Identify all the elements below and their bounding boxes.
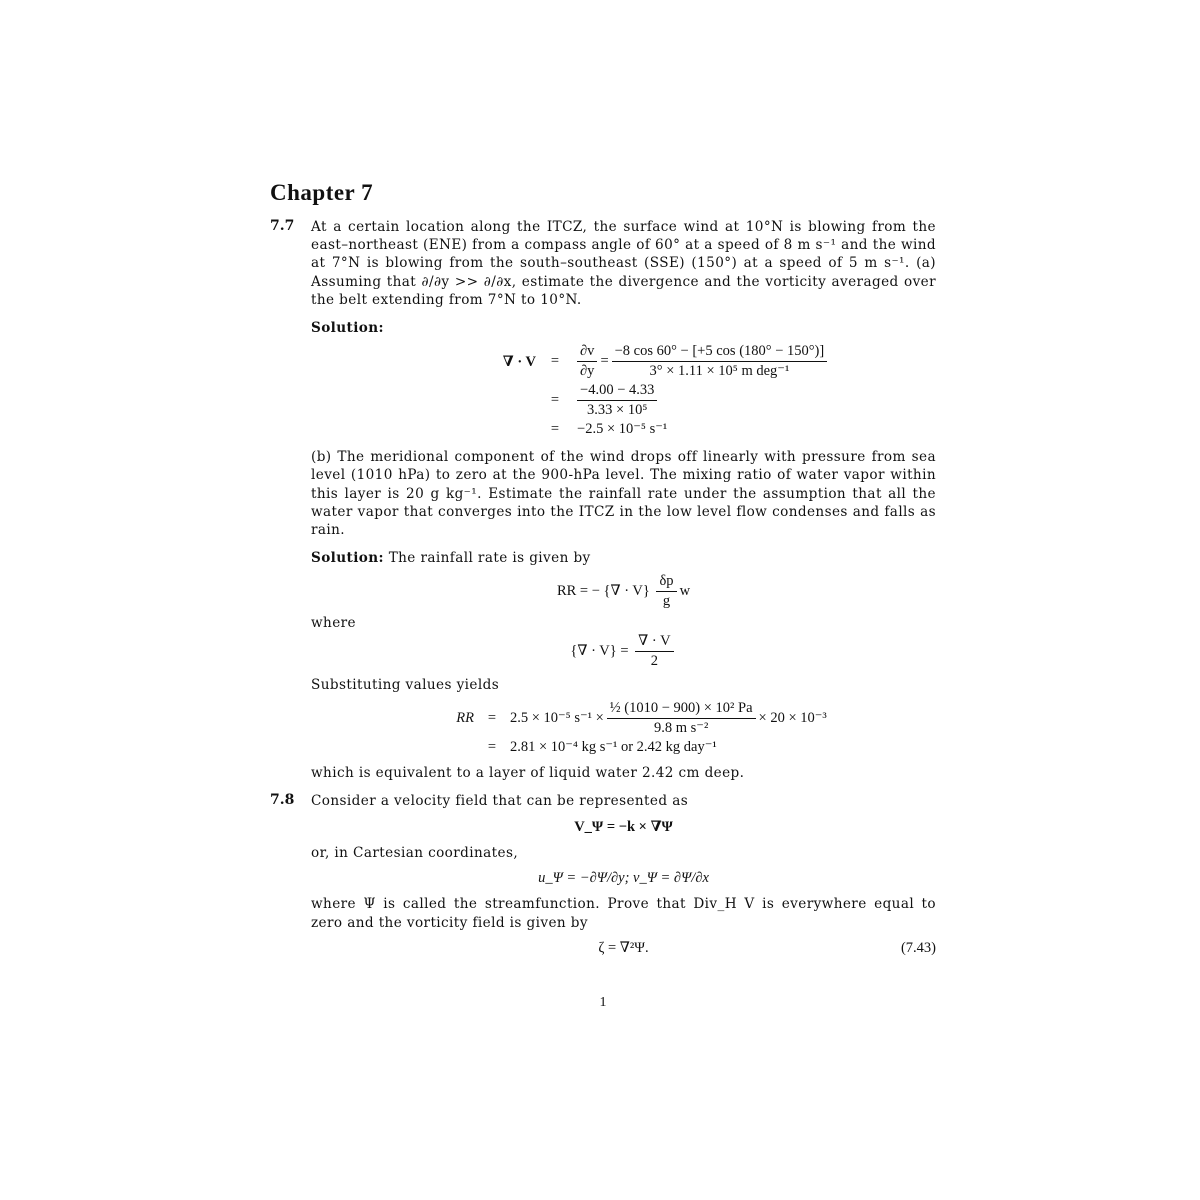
frac-num: −8 cos 60° − [+5 cos (180° − 150°)] — [612, 343, 828, 362]
eq-post: × 20 × 10⁻³ — [758, 709, 827, 726]
frac-num: ∇ · V — [635, 633, 673, 652]
problem-text-2: where Ψ is called the streamfunction. Prove that Div_H V is everywhere equal to zero and the vorticity field is given by — [311, 896, 936, 931]
frac-num: ∂v — [577, 343, 597, 362]
solution-label: Solution: — [311, 320, 384, 337]
eq-row-2: 2.81 × 10⁻⁴ kg s⁻¹ or 2.42 kg day⁻¹ — [509, 738, 717, 755]
eq-row-3: −2.5 × 10⁻⁵ s⁻¹ — [577, 421, 668, 438]
eq-rel: = — [550, 421, 560, 438]
eq-lhs: RR — [456, 709, 474, 726]
frac-num: ½ (1010 − 900) × 10² Pa — [607, 700, 756, 719]
eq-lhs: ∇ · V — [502, 353, 537, 370]
eq-tail: w — [679, 583, 691, 600]
problem-number: 7.8 — [270, 792, 295, 809]
eq-row-1 — [574, 343, 936, 380]
chapter-title: Chapter 7 — [270, 180, 374, 205]
where-text: where — [311, 615, 356, 632]
cartesian-equation: u_Ψ = −∂Ψ/∂y; v_Ψ = ∂Ψ/∂x — [538, 870, 709, 887]
document-page — [270, 180, 936, 1011]
solution-label: Solution: — [311, 550, 384, 567]
eq-row-2 — [574, 382, 936, 419]
cartesian-text: or, in Cartesian coordinates, — [311, 845, 519, 862]
eq-row-1 — [510, 700, 936, 737]
frac-den: 3.33 × 10⁵ — [587, 402, 648, 419]
frac-den: 2 — [650, 652, 658, 669]
substitution-equation — [347, 700, 936, 756]
frac-num: −4.00 − 4.33 — [577, 382, 657, 401]
frac-den: 9.8 m s⁻² — [654, 719, 709, 736]
rainfall-equation — [311, 573, 936, 610]
eq-lhs: {∇ · V} = — [570, 642, 629, 659]
partial-frac — [577, 343, 597, 380]
value-frac — [577, 382, 657, 419]
vorticity-equation — [311, 940, 936, 957]
frac-den: 3° × 1.11 × 10⁵ m deg⁻¹ — [649, 363, 790, 380]
eq-rel: = — [487, 738, 497, 755]
frac-den: ∂y — [580, 363, 595, 380]
eq-rel: = — [550, 392, 560, 409]
substituting-text: Substituting values yields — [311, 676, 500, 693]
frac-den: g — [662, 593, 671, 610]
problem-7-7 — [270, 218, 936, 782]
eq-pre: 2.5 × 10⁻⁵ s⁻¹ × — [509, 709, 604, 726]
eq-rel: = — [487, 709, 497, 726]
value-frac — [612, 343, 828, 380]
eq-body: ζ = ∇²Ψ. — [598, 939, 649, 956]
average-equation — [311, 633, 936, 670]
problem-7-8 — [270, 792, 936, 957]
frac-num: δp — [656, 573, 676, 592]
eq-rel: = — [550, 353, 560, 370]
solution-text: The rainfall rate is given by — [388, 550, 591, 567]
conclusion-text: which is equivalent to a layer of liquid water 2.42 cm deep. — [311, 764, 745, 781]
problem-text: At a certain location along the ITCZ, the surface wind at 10°N is blowing from the east–northeast (ENE) from a compass angle of 60° at a speed of 8 m s⁻¹ and the wind at 7°N is blowing from the south–southeast (SSE) (150°) at a speed of 5 m s⁻¹. (a) Assuming that ∂/∂y >> ∂/∂x, estimate the divergence and the vorticity averaged over the belt extending from 7°N to 10°N. — [311, 219, 936, 308]
part-b-text: (b) The meridional component of the wind drops off linearly with pressure from sea level (1010 hPa) to zero at the 900-hPa level. The mixing ratio of water vapor within this layer is 20 g kg⁻¹. Estimate the rainfall rate under the assumption that all the water vapor that converges into the ITCZ in the low level flow condenses and falls as rain. — [311, 449, 936, 539]
problem-number: 7.7 — [270, 218, 295, 234]
divergence-equation — [397, 343, 936, 438]
page-number: 1 — [599, 994, 607, 1010]
eq-lhs: RR = − {∇ · V} — [556, 583, 650, 600]
equation-number: (7.43) — [900, 939, 936, 956]
velocity-equation: V_Ψ = −k × ∇Ψ — [574, 819, 673, 836]
problem-text: Consider a velocity field that can be represented as — [311, 793, 689, 810]
eq-sign: = — [600, 353, 609, 370]
